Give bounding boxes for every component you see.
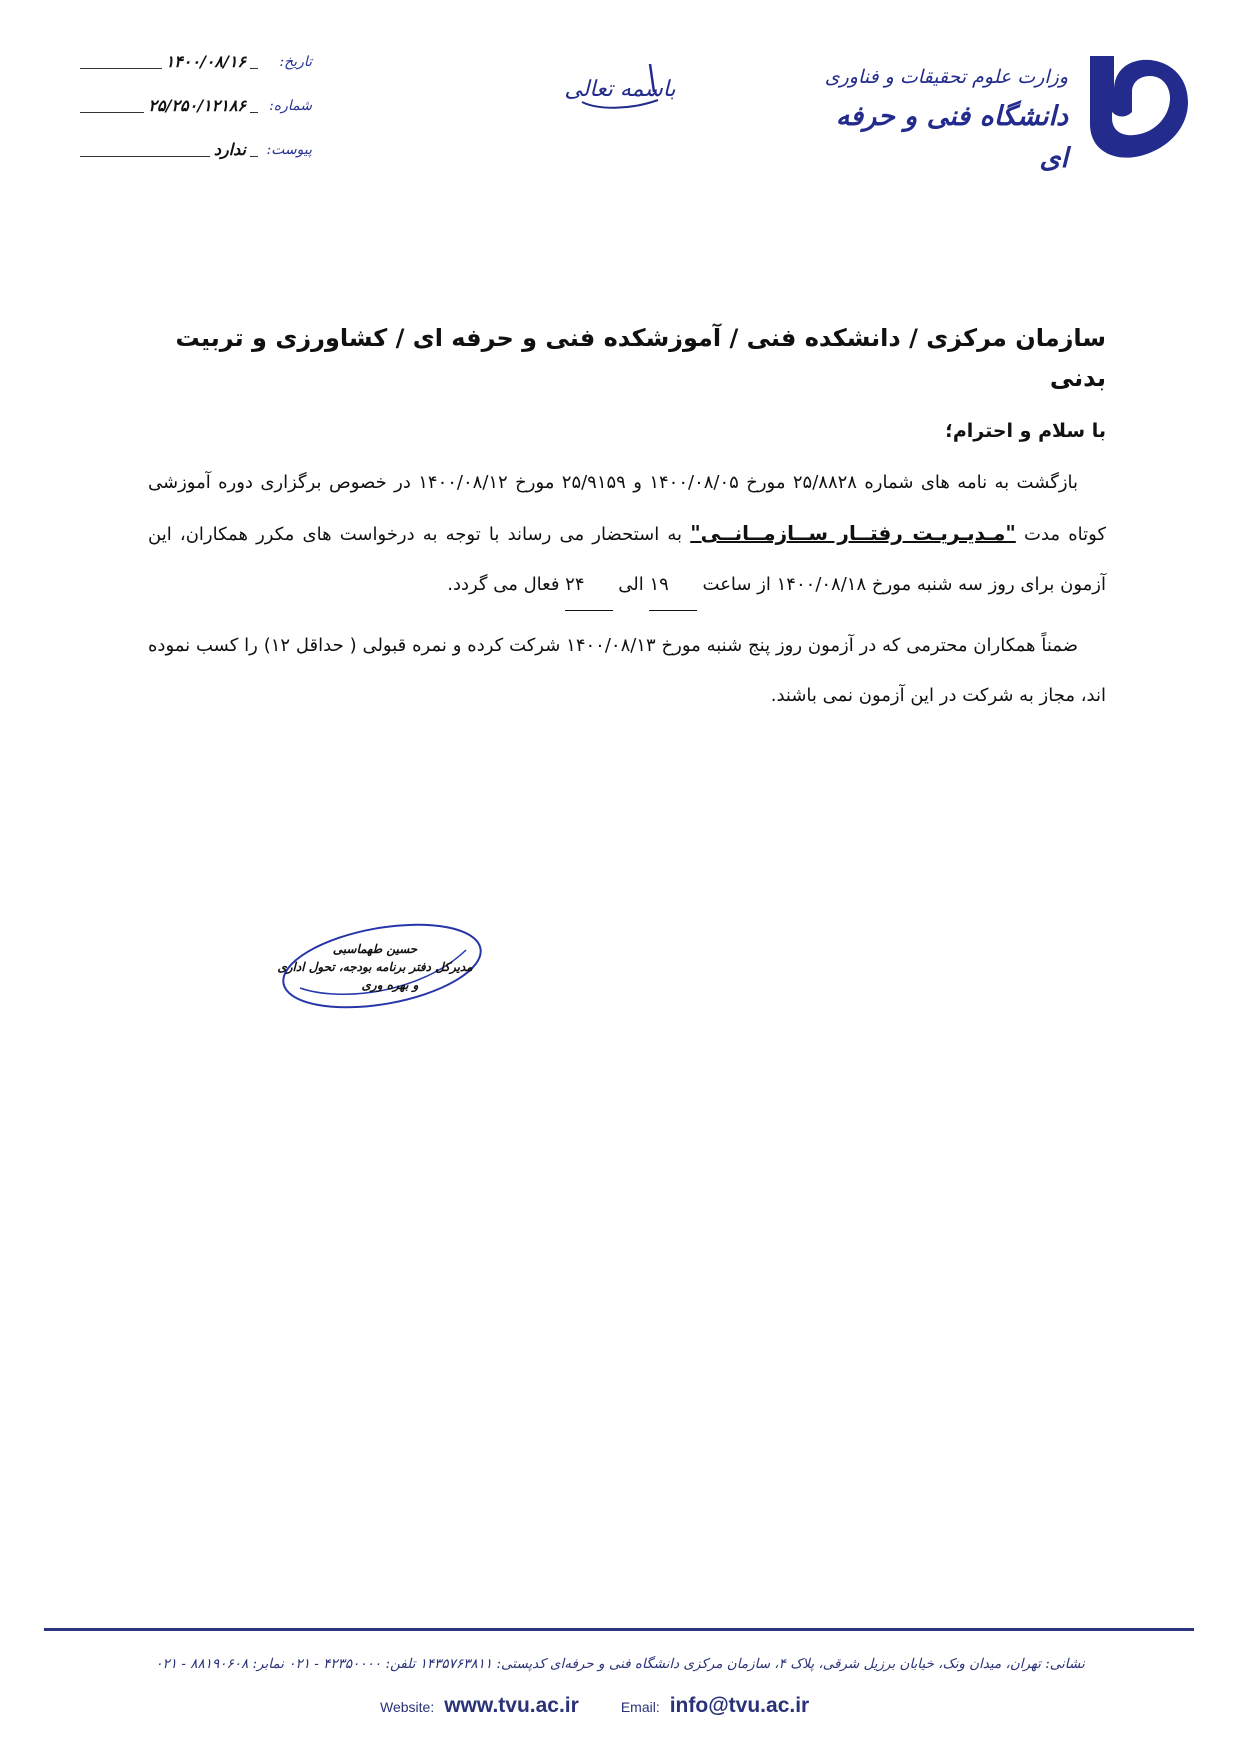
email-link[interactable]: info@tvu.ac.ir (669, 1694, 810, 1717)
paragraph-1-part2: به استحضار می رساند با توجه به درخواست های مکرر همکاران، این آزمون برای روز سه شنبه مورخ ۱۴۰۰/۰۸/۱۸ از ساعت (148, 524, 1106, 595)
meta-date-row (80, 52, 312, 96)
meta-number-value: ۲۵/۲۵۰/۱۲۱۸۶ (144, 96, 250, 115)
signatory-title-2: و بهره وری (361, 978, 419, 992)
paragraph-1-part1: بازگشت به نامه های شماره ۲۵/۸۸۲۸ مورخ ۱۴۰۰/۰۸/۰۵ و ۲۵/۹۱۵۹ مورخ ۱۴۰۰/۰۸/۱۲ در خصوص برگزاری دوره آموزشی کوتاه مدت (148, 472, 1107, 545)
signature-text (270, 940, 480, 994)
letter-body (148, 318, 1106, 721)
meta-date-value: ۱۴۰۰/۰۸/۱۶ (162, 52, 250, 71)
ministry-block (808, 64, 1068, 180)
greeting-line: با سلام و احترام؛ (945, 420, 1106, 442)
ministry-name: وزارت علوم تحقیقات و فناوری (824, 66, 1068, 88)
letter-meta (80, 52, 312, 184)
paragraph-1-part3: الی (612, 574, 650, 595)
course-title: "مـدیـریـت رفتــار ســازمــانــی" (690, 521, 1016, 545)
start-hour: ۱۹ (649, 560, 696, 611)
paragraph-1 (148, 458, 1106, 611)
bismillah-text: باسمه تعالی (564, 77, 676, 102)
end-hour: ۲۴ (565, 560, 612, 611)
signature-block (270, 910, 490, 1040)
university-logo-icon (1080, 52, 1192, 164)
meta-attachment-label: پیوست: (266, 142, 312, 158)
meta-attachment-row (80, 140, 312, 184)
bismillah-calligraphy (564, 56, 676, 120)
recipient-line: سازمان مرکزی / دانشکده فنی / آموزشکده فنی و حرفه ای / کشاورزی و تربیت بدنی (175, 324, 1106, 392)
website-link[interactable]: www.tvu.ac.ir (444, 1694, 579, 1717)
meta-date-label: تاریخ: (279, 54, 312, 70)
signatory-title: مدیرکل دفتر برنامه بودجه، تحول اداری (277, 960, 473, 974)
meta-number-label: شماره: (269, 98, 312, 114)
email-label: Email: (620, 1699, 660, 1715)
signatory-name: حسین طهماسبی (332, 942, 418, 956)
website-label: Website: (380, 1699, 435, 1715)
university-name: دانشگاه فنی و حرفه ای (835, 101, 1068, 174)
meta-number-row (80, 96, 312, 140)
footer-address: نشانی: تهران، میدان ونک، خیابان برزیل شرقی، پلاک ۴، سازمان مرکزی دانشگاه فنی و حرفه‌ای کدپستی: ۱۴۳۵۷۶۳۸۱۱ تلفن: ۴۲۳۵۰۰۰۰ - ۰۲۱ نمابر: ۸۸۱۹۰۶۰۸ - ۰۲۱ (155, 1656, 1085, 1672)
paragraph-1-part4: فعال می گردد. (447, 574, 566, 595)
footer-contact (380, 1694, 900, 1718)
paragraph-2: ضمناً همکاران محترمی که در آزمون روز پنج شنبه مورخ ۱۴۰۰/۰۸/۱۳ شرکت کرده و نمره قبولی ( حداقل ۱۲) را کسب نموده اند، مجاز به شرکت در این آزمون نمی باشند. (148, 635, 1106, 706)
meta-attachment-value: ندارد (210, 140, 250, 159)
footer-divider (44, 1628, 1194, 1631)
